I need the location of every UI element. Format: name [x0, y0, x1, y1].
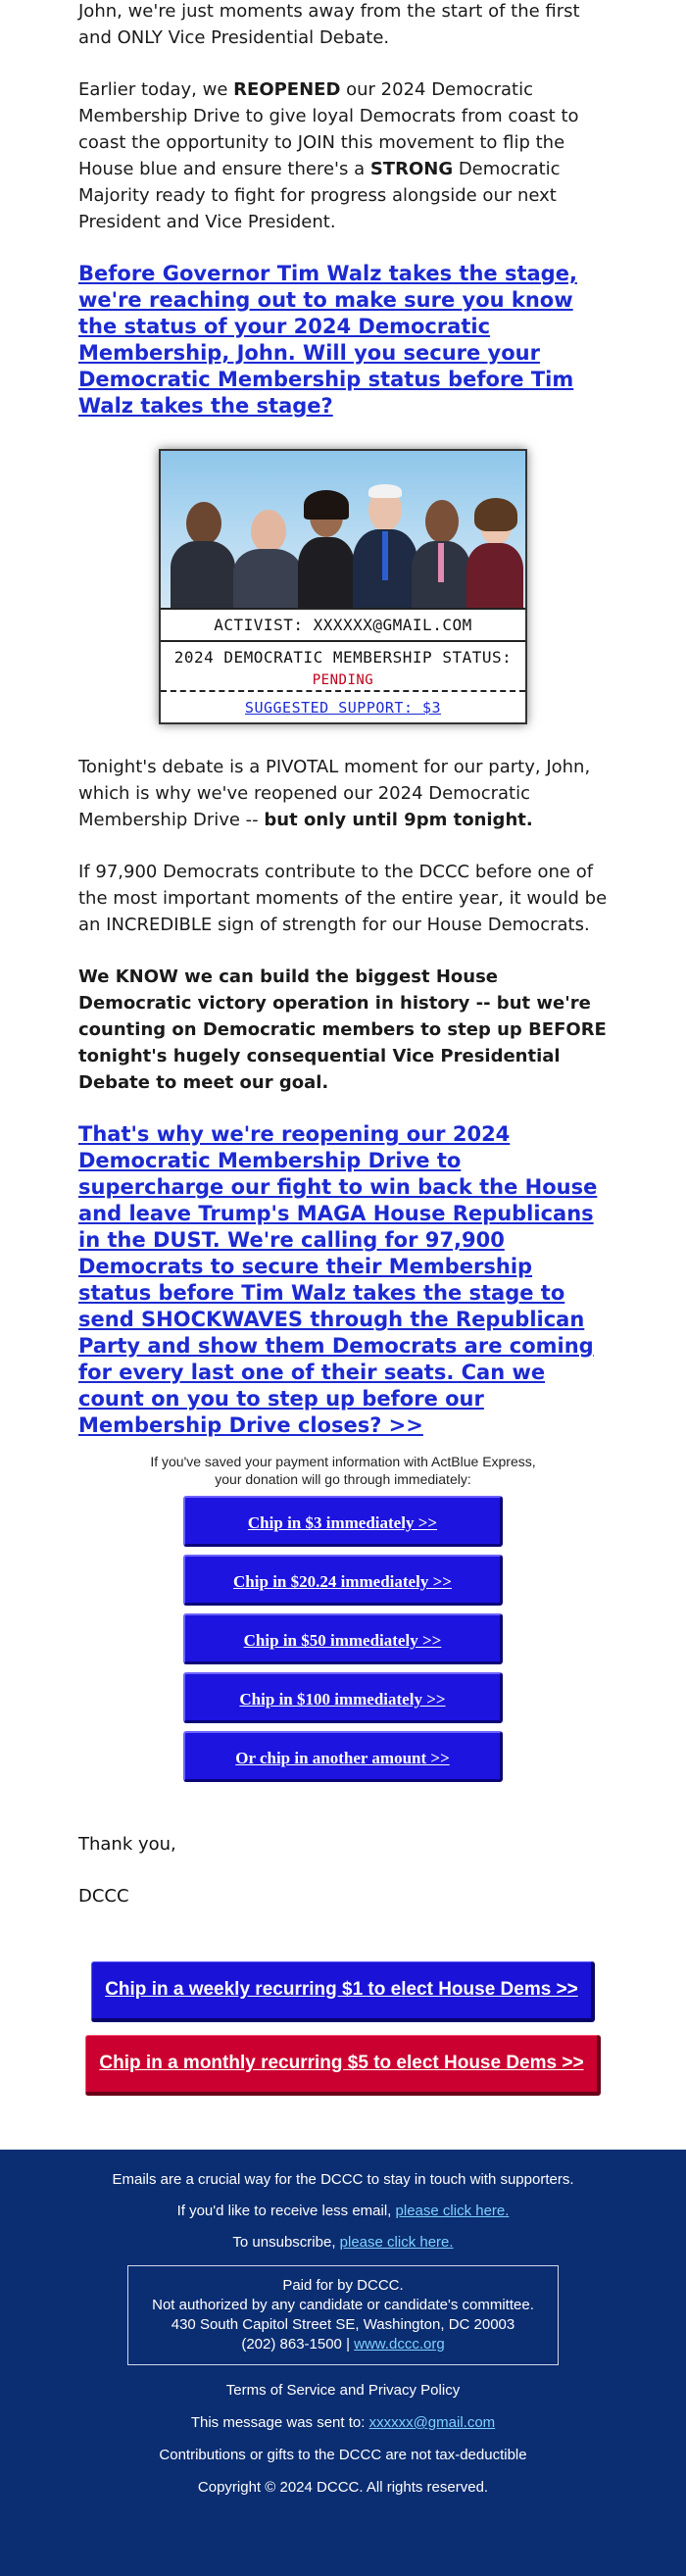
paid-for-box — [127, 2265, 559, 2365]
recurring-buttons — [0, 1961, 686, 2096]
membership-status-headline-link[interactable]: Before Governor Tim Walz takes the stage, we're reaching out to make sure you know the status of your 2024 Democratic Membership, John. Will you secure your Democratic Membership status before Tim Walz takes the stage? — [78, 262, 577, 418]
monthly-recurring-button[interactable]: Chip in a monthly recurring $5 to elect House Dems >> — [85, 2035, 601, 2096]
membership-status-value: PENDING — [312, 672, 374, 688]
actblue-note-line: If you've saved your payment information with ActBlue Express, — [150, 1454, 536, 1469]
signoff-thanks: Thank you, — [78, 1834, 176, 1855]
unsubscribe-line — [0, 2234, 686, 2251]
text-segment: our 2024 Democratic Membership Drive to give loyal Democrats from coast to coast the opportunity to JOIN this movement to flip the House blue and ensure there's a — [78, 79, 579, 179]
weekly-recurring-button[interactable]: Chip in a weekly recurring $1 to elect House Dems >> — [91, 1961, 595, 2022]
body-paragraph-4: If 97,900 Democrats contribute to the DCCC before one of the most important moments of the entire year, it would be an INCREDIBLE sign of strength for our House Democrats. — [78, 862, 608, 935]
membership-card[interactable] — [159, 449, 527, 724]
person-figure — [233, 451, 302, 608]
text-segment: To unsubscribe, — [232, 2234, 340, 2251]
intro-paragraph-2 — [78, 76, 608, 235]
contact-line — [142, 2335, 544, 2354]
person-figure — [466, 451, 523, 608]
person-figure — [353, 451, 417, 608]
less-email-link[interactable]: please click here. — [395, 2203, 510, 2219]
emphasis-strong: STRONG — [369, 159, 454, 179]
not-authorized-text: Not authorized by any candidate or candidate's committee. — [152, 2297, 534, 2313]
person-figure — [171, 451, 235, 608]
person-figure — [412, 451, 470, 608]
chip-in-3-button[interactable]: Chip in $3 immediately >> — [183, 1496, 503, 1547]
website-link[interactable]: www.dccc.org — [354, 2336, 445, 2353]
intro-paragraph-1: John, we're just moments away from the start of the first and ONLY Vice Presidential Debate. — [78, 1, 580, 48]
less-email-line — [0, 2203, 686, 2219]
chip-in-100-button[interactable]: Chip in $100 immediately >> — [183, 1672, 503, 1723]
recipient-email-link[interactable]: xxxxxx@gmail.com — [368, 2414, 496, 2431]
tax-disclaimer: Contributions or gifts to the DCCC are not tax-deductible — [159, 2447, 527, 2463]
text-segment: This message was sent to: — [190, 2414, 369, 2431]
sent-to-line — [0, 2414, 686, 2431]
footer-intro: Emails are a crucial way for the DCCC to stay in touch with supporters. — [112, 2171, 574, 2188]
activist-email-row: ACTIVIST: XXXXXX@GMAIL.COM — [161, 610, 525, 642]
signoff-org: DCCC — [78, 1886, 129, 1907]
actblue-note-line: your donation will go through immediately: — [215, 1471, 471, 1487]
address-text: 430 South Capitol Street SE, Washington, DC 20003 — [171, 2316, 515, 2333]
text-segment: Earlier today, we — [78, 79, 234, 100]
paid-by-text: Paid for by DCCC. — [282, 2277, 404, 2294]
body-paragraph-5: We KNOW we can build the biggest House Democratic victory operation in history -- but we're counting on Democratic members to step up BEFORE tonight's hugely consequential Vice Presidential Debate to meet our goal. — [78, 966, 607, 1093]
membership-status-row — [161, 642, 525, 692]
unsubscribe-link[interactable]: please click here. — [339, 2234, 454, 2251]
text-segment: Tonight's debate is a PIVOTAL moment for our party, John, which is why we've reopened our 2024 Democratic Membership Drive -- — [78, 757, 591, 830]
email-footer — [0, 2150, 686, 2576]
body-paragraph-3 — [78, 754, 608, 833]
deadline-emphasis: but only until 9pm tonight. — [264, 810, 533, 830]
donation-buttons — [78, 1496, 608, 1782]
phone-text: (202) 863-1500 — [241, 2336, 342, 2353]
chip-in-50-button[interactable]: Chip in $50 immediately >> — [183, 1613, 503, 1664]
leaders-photo — [161, 451, 525, 610]
emphasis-reopened: REOPENED — [233, 79, 341, 100]
actblue-note — [78, 1453, 608, 1488]
suggested-support-row — [161, 690, 525, 722]
membership-status-label: 2024 DEMOCRATIC MEMBERSHIP STATUS: — [173, 648, 513, 667]
copyright: Copyright © 2024 DCCC. All rights reserved. — [197, 2479, 489, 2496]
text-segment: If you'd like to receive less email, — [176, 2203, 396, 2219]
chip-in-20-24-button[interactable]: Chip in $20.24 immediately >> — [183, 1555, 503, 1606]
text-segment: Democratic Majority ready to fight for progress alongside our next President and Vice President. — [78, 159, 561, 232]
suggested-support-link[interactable]: SUGGESTED SUPPORT: $3 — [244, 699, 442, 717]
membership-drive-headline-link[interactable]: That's why we're reopening our 2024 Democratic Membership Drive to supercharge our fight to win back the House and leave Trump's MAGA House Republicans in the DUST. We're calling for 97,900 Democrats to secure their Membership status before Tim Walz takes the stage to send SHOCKWAVES through the Republican Party and show them Democrats are coming for every last one of their seats. Can we count on you to step up before our Membership Drive closes? >> — [78, 1122, 598, 1437]
terms-link[interactable]: Terms of Service and Privacy Policy — [225, 2382, 461, 2399]
separator: | — [341, 2336, 355, 2353]
person-figure — [296, 451, 357, 608]
chip-in-other-amount-button[interactable]: Or chip in another amount >> — [183, 1731, 503, 1782]
